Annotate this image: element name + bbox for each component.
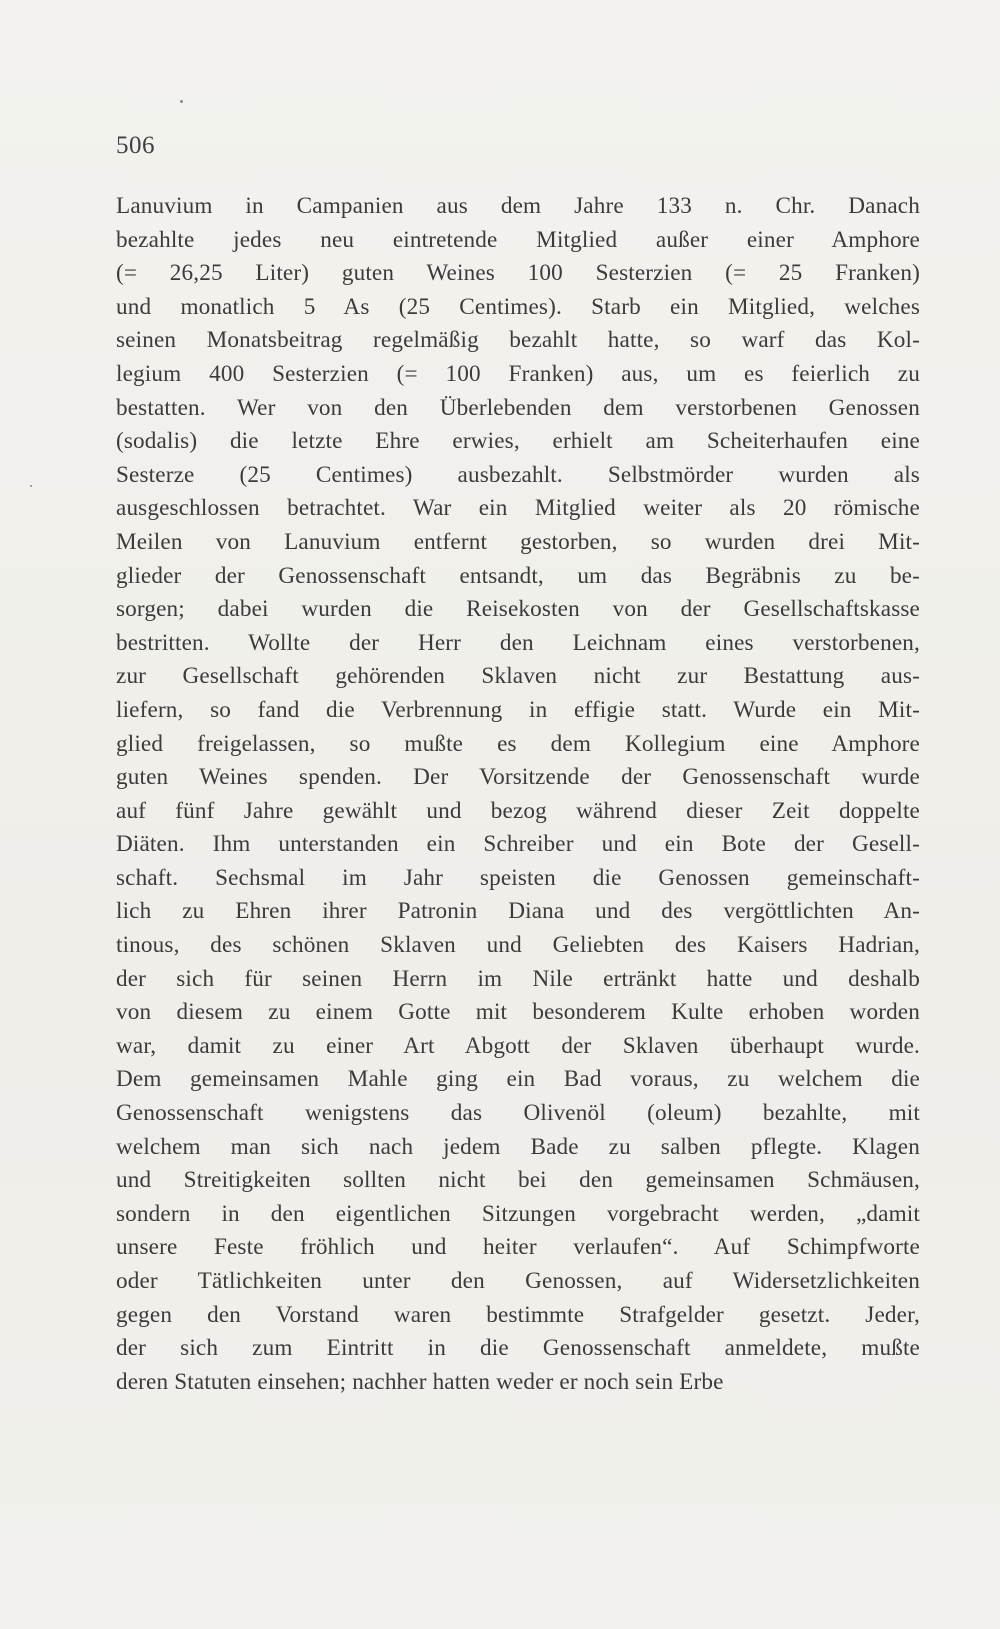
text-line: zur Gesellschaft gehörenden Sklaven nicht zur Bestattung aus- [116, 663, 920, 690]
text-line: und Streitigkeiten sollten nicht bei den gemeinsamen Schmäusen, [116, 1167, 920, 1194]
text-line: oder Tätlichkeiten unter den Genossen, auf Widersetzlichkeiten [116, 1268, 920, 1294]
text-line: Meilen von Lanuvium entfernt gestorben, so wurden drei Mit- [116, 528, 920, 555]
text-line: Diäten. Ihm unterstanden ein Schreiber und ein Bote der Gesell- [116, 831, 920, 858]
text-line: glied freigelassen, so mußte es dem Kollegium eine Amphore [116, 730, 920, 757]
text-line: Genossenschaft wenigstens das Olivenöl (oleum) bezahlte, mit [116, 1100, 920, 1127]
text-line: bestritten. Wollte der Herr den Leichnam eines verstorbenen, [116, 629, 920, 656]
text-line: (= 26,25 Liter) guten Weines 100 Sesterzien (= 25 Franken) [116, 260, 920, 287]
text-line: seinen Monatsbeitrag regelmäßig bezahlt hatte, so warf das Kol- [116, 327, 920, 354]
text-line: der sich für seinen Herrn im Nile ertränkt hatte und deshalb [116, 965, 920, 992]
text-line: glieder der Genossenschaft entsandt, um das Begräbnis zu be- [116, 562, 920, 589]
text-line: auf fünf Jahre gewählt und bezog während dieser Zeit doppelte [116, 797, 920, 824]
text-line: tinous, des schönen Sklaven und Geliebten des Kaisers Hadrian, [116, 932, 920, 959]
text-line: welchem man sich nach jedem Bade zu salben pflegte. Klagen [116, 1133, 920, 1160]
text-line: liefern, so fand die Verbrennung in effigie statt. Wurde ein Mit- [116, 696, 920, 723]
text-line: der sich zum Eintritt in die Genossenschaft anmeldete, mußte [116, 1335, 920, 1362]
text-line: Dem gemeinsamen Mahle ging ein Bad voraus, zu welchem die [116, 1066, 920, 1093]
print-speck [30, 485, 32, 487]
text-line: bezahlte jedes neu eintretende Mitglied außer einer Amphore [116, 226, 920, 253]
text-line: war, damit zu einer Art Abgott der Sklaven überhaupt wurde. [116, 1032, 920, 1059]
text-line: sorgen; dabei wurden die Reisekosten von der Gesellschaftskasse [116, 596, 920, 623]
text-line: und monatlich 5 As (25 Centimes). Starb ein Mitglied, welches [116, 293, 920, 320]
text-line: unsere Feste fröhlich und heiter verlaufen“. Auf Schimpfworte [116, 1234, 920, 1261]
text-line: lich zu Ehren ihrer Patronin Diana und des vergöttlichten An- [116, 898, 920, 925]
text-line: (sodalis) die letzte Ehre erwies, erhielt am Scheiterhaufen eine [116, 428, 920, 455]
text-line: Sesterze (25 Centimes) ausbezahlt. Selbstmörder wurden als [116, 461, 920, 488]
print-speck [180, 100, 183, 103]
text-line: von diesem zu einem Gotte mit besonderem Kulte erhoben worden [116, 999, 920, 1026]
body-text [116, 190, 920, 1399]
text-line: bestatten. Wer von den Überlebenden dem verstorbenen Genossen [116, 394, 920, 421]
text-line: schaft. Sechsmal im Jahr speisten die Genossen gemeinschaft- [116, 864, 920, 891]
text-line: sondern in den eigentlichen Sitzungen vorgebracht werden, „damit [116, 1200, 920, 1227]
text-line: gegen den Vorstand waren bestimmte Strafgelder gesetzt. Jeder, [116, 1301, 920, 1328]
page-number: 506 [116, 132, 155, 159]
text-line: legium 400 Sesterzien (= 100 Franken) aus, um es feierlich zu [116, 360, 920, 387]
text-line: ausgeschlossen betrachtet. War ein Mitglied weiter als 20 römische [116, 495, 920, 522]
text-line: guten Weines spenden. Der Vorsitzende der Genossenschaft wurde [116, 764, 920, 791]
text-line: deren Statuten einsehen; nachher hatten weder er noch sein Erbe [116, 1368, 724, 1395]
text-line: Lanuvium in Campanien aus dem Jahre 133 n. Chr. Danach [116, 193, 920, 219]
